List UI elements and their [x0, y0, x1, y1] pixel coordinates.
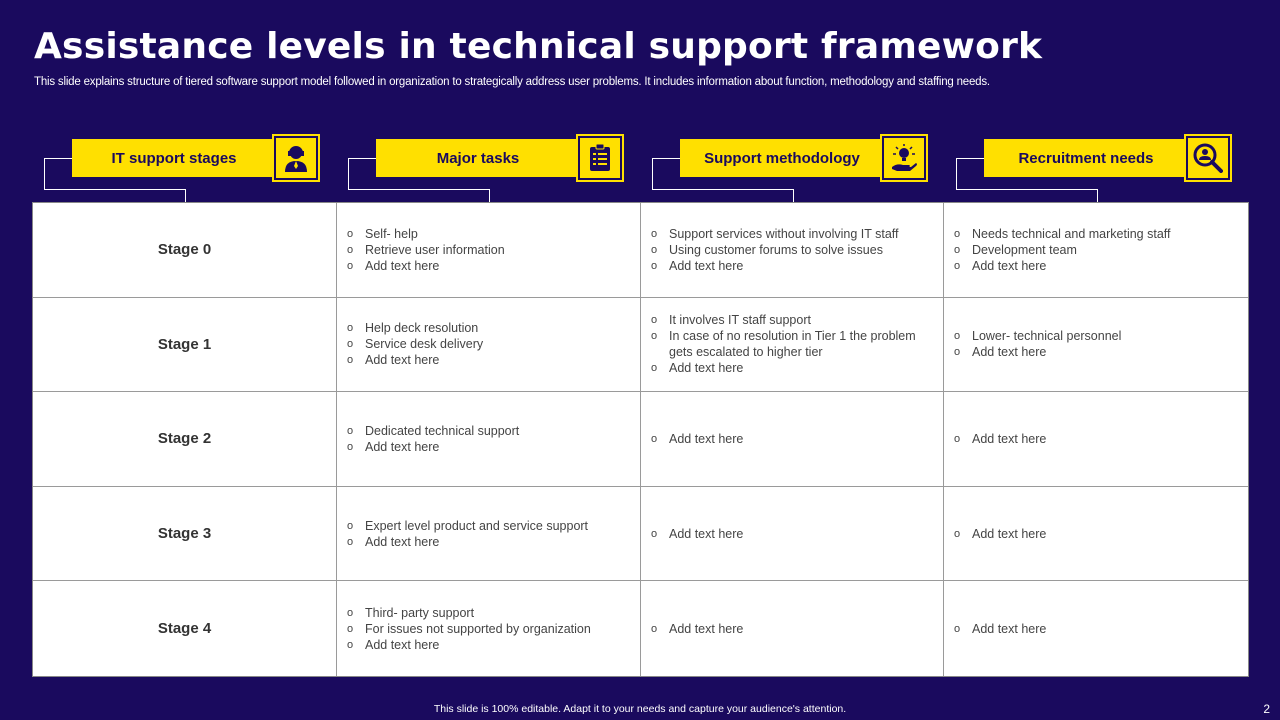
list-item: o Help deck resolution: [347, 320, 483, 336]
list-item: o Self- help: [347, 226, 505, 242]
search-person-icon: [1186, 136, 1230, 180]
list-item: o Expert level product and service support: [347, 518, 588, 534]
list-item: o Add text here: [651, 621, 743, 637]
list-item: o Lower- technical personnel: [954, 328, 1121, 344]
list-item: o It involves IT staff support: [651, 312, 933, 328]
stage-cell: Stage 3: [33, 487, 337, 582]
list-item: o Support services without involving IT staff: [651, 226, 899, 242]
tasks-cell: [337, 392, 641, 487]
recruitment-cell: [944, 203, 1248, 298]
stage-cell: Stage 2: [33, 392, 337, 487]
tasks-cell: [337, 581, 641, 676]
methodology-cell: [641, 487, 944, 582]
list-item: o Add text here: [954, 621, 1046, 637]
list-item: o Development team: [954, 242, 1171, 258]
footer-note: This slide is 100% editable. Adapt it to your needs and capture your audience's attention.: [433, 703, 847, 715]
clipboard-icon: [578, 136, 622, 180]
list-item: o Add text here: [347, 439, 519, 455]
slide-title: Assistance levels in technical support framework: [34, 26, 1043, 67]
tasks-cell: [337, 298, 641, 393]
list-item: o Add text here: [347, 352, 483, 368]
page-number: 2: [1263, 702, 1270, 716]
list-item: o Service desk delivery: [347, 336, 483, 352]
list-item: o Needs technical and marketing staff: [954, 226, 1171, 242]
list-item: o Third- party support: [347, 605, 591, 621]
list-item: o Add text here: [347, 637, 591, 653]
recruitment-cell: [944, 581, 1248, 676]
column-header-label: IT support stages: [72, 139, 276, 177]
tasks-cell: [337, 487, 641, 582]
methodology-cell: [641, 392, 944, 487]
list-item: o Add text here: [954, 344, 1121, 360]
list-item: o For issues not supported by organization: [347, 621, 591, 637]
list-item: o Add text here: [651, 526, 743, 542]
column-header-label: Support methodology: [680, 139, 884, 177]
methodology-cell: [641, 581, 944, 676]
recruitment-cell: [944, 298, 1248, 393]
recruitment-cell: [944, 487, 1248, 582]
recruitment-cell: [944, 392, 1248, 487]
list-item: o Add text here: [347, 258, 505, 274]
list-item: o Using customer forums to solve issues: [651, 242, 899, 258]
list-item: o In case of no resolution in Tier 1 the problem gets escalated to higher tier: [651, 328, 933, 360]
methodology-cell: [641, 298, 944, 393]
support-levels-table: [32, 202, 1249, 677]
methodology-cell: [641, 203, 944, 298]
list-item: o Add text here: [651, 431, 743, 447]
list-item: o Add text here: [651, 360, 933, 376]
list-item: o Add text here: [954, 526, 1046, 542]
list-item: o Add text here: [651, 258, 899, 274]
column-header-label: Recruitment needs: [984, 139, 1188, 177]
tasks-cell: [337, 203, 641, 298]
support-person-icon: [274, 136, 318, 180]
list-item: o Retrieve user information: [347, 242, 505, 258]
list-item: o Add text here: [347, 534, 588, 550]
column-header-label: Major tasks: [376, 139, 580, 177]
stage-cell: Stage 0: [33, 203, 337, 298]
stage-cell: Stage 1: [33, 298, 337, 393]
idea-hand-icon: [882, 136, 926, 180]
list-item: o Dedicated technical support: [347, 423, 519, 439]
slide-subtitle: This slide explains structure of tiered software support model followed in organization to strategically address user problems. It includes information about function, methodology and staffing needs.: [34, 76, 990, 88]
list-item: o Add text here: [954, 431, 1046, 447]
list-item: o Add text here: [954, 258, 1171, 274]
stage-cell: Stage 4: [33, 581, 337, 676]
